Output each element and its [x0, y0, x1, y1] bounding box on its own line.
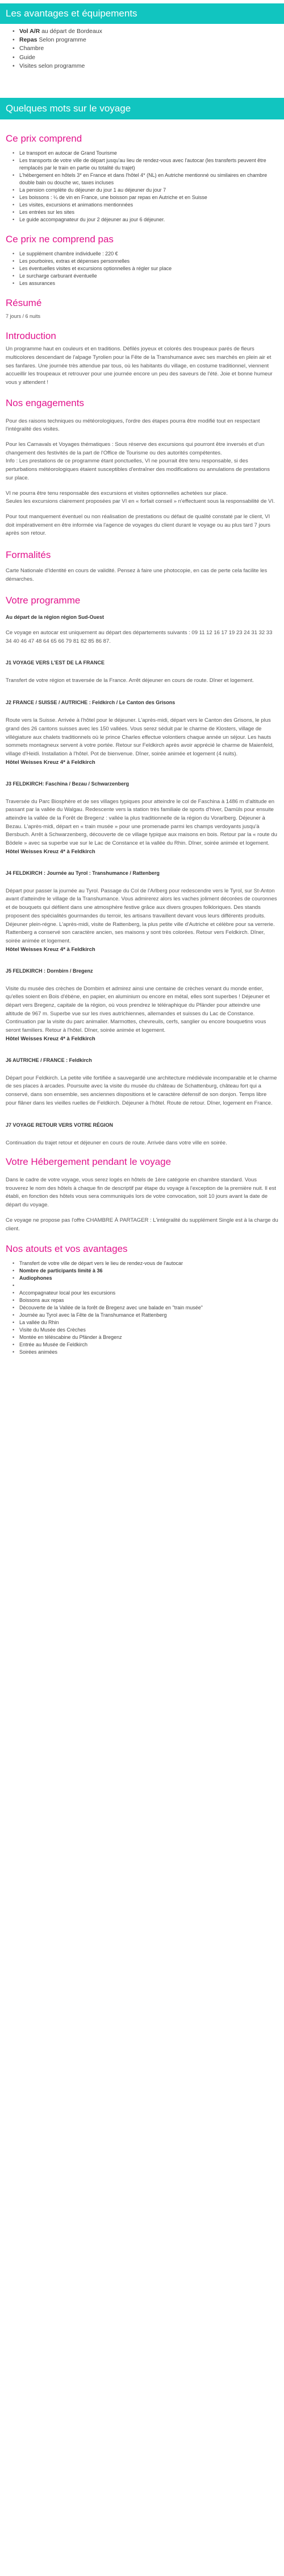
highlight-item-bold: Audiophones [19, 1275, 52, 1281]
highlight-item [19, 1289, 278, 1297]
highlight-item [19, 1304, 278, 1312]
hotel-text [6, 1176, 278, 1233]
commitments-paragraph: VI ne pourra être tenu responsable des excursions et visites optionnelles achetées sur place. Seules les excursions clairement proposées par VI en « forfait conseil » n'effectuent sous la responsabilité de VI. [6, 490, 275, 505]
highlight-item-bold: Nombre de participants limité à 36 [19, 1267, 103, 1273]
price-excludes-item: • Le surcharge carburant éventuelle [19, 272, 278, 280]
program-days [6, 659, 278, 1147]
advantage-item [19, 36, 278, 44]
details-content [0, 132, 284, 1357]
day-title: J2 FRANCE / SUISSE / AUTRICHE : Feldkirch / Le Canton des Grisons [6, 700, 176, 706]
highlight-item [19, 1334, 278, 1341]
highlight-item-text: Entrée au Musée de Feldkirch [19, 1342, 88, 1348]
price-excludes-list [6, 250, 278, 287]
day-text: Départ pour passer la journée au Tyrol. Passage du Col de l'Arlberg pour redescendre vers le Tyrol, sur St-Anton avant d'atteindre le village de la Transhumance. Vous admirerez alors les vaches joliment décorées de couronnes et de bouquets qui défilent dans une atmosphère festive grâce aux divers groupes folkloriques. Des stands proposent des spécialités gourmandes du terroir, les artisans travaillent devant vous leurs différents produits. Déjeuner plein-régne. L'après-midi, visite de Rattenberg, la plus petite ville d'Autriche et célèbre pour sa verrerie. Rattenberg a conservé son caractère ancien, ses maisons y sont très colorées. Retour vers Feldkirch. Dîner, soirée animée et logement. [6, 887, 277, 945]
advantage-item-bold: Vol A/R [19, 28, 40, 35]
program-day [6, 1122, 278, 1148]
day-hotel: Hôtel Weisses Kreuz 4* à Feldkirch [6, 946, 95, 953]
highlight-item-text: Boissons aux repas [19, 1297, 64, 1304]
price-includes-item: • Les entrées sur les sites [19, 209, 278, 216]
price-excludes-heading: Ce prix ne comprend pas [6, 234, 114, 245]
commitments-text [6, 417, 278, 539]
day-title: J6 AUTRICHE / FRANCE : Feldkirch [6, 1057, 92, 1063]
day-title: J4 FELDKIRCH : Journée au Tyrol : Transhumance / Rattenberg [6, 870, 160, 876]
program-departure-text: Ce voyage en autocar est uniquement au départ des départements suivants : 09 11 12 16 17 19 23 24 31 32 33 34 40 46 47 48 64 65 66 79 81 82 85 86 87. [6, 629, 273, 644]
day-text: Visite du musée des crèches de Dornbirn et admirez ainsi une centaine de crèches venant du monde entier, qu'elles soient en Bois d'ébène, en papier, en aluminium ou encore en métal, elles sont superbes ! Déjeuner et départ vers Bregenz, capitale de la région, où vous prendrez le téléraphique du Pfänder pour atteindre une altitude de 967 m. Superbe vue sur les rives autrichiennes, allemandes et suisses du Lac de Constance. Continuation par la visite du parc animalier. Marmottes, chevreuils, cerfs, sanglier ou encore bouquetins vous seront familiers. Retour à l'hôtel. Dîner, soirée animée et logement. [6, 985, 270, 1034]
advantage-item-text: Guide [19, 53, 36, 61]
program-day [6, 967, 278, 1043]
commitments-heading: Nos engagements [6, 397, 84, 408]
highlight-item-text: Montée en téléscabine du Pfänder à Bregenz [19, 1334, 122, 1341]
section-title-advantages [0, 3, 284, 24]
highlight-item [19, 1326, 278, 1334]
highlight-item-text: Découverte de la Vallée de la forêt de Bregenz avec une balade en "train musée" [19, 1305, 203, 1311]
highlight-item-text: Transfert de votre ville de départ vers le lieu de rendez-vous de l'autocar [19, 1260, 183, 1266]
day-hotel: Hôtel Weisses Kreuz 4* à Feldkirch [6, 848, 95, 855]
day-text: Départ pour Feldkirch. La petite ville fortifiée a sauvegardé une architecture médiévale incomparable et le charme de ses places à arcades. Poursuite avec la visite du musée du château de Schattenburg, château fort qui a conservé, dans son ensemble, ses anciennes dispositions et le caractère défensif de son donjon. Temps libre pour flâner dans les vieilles ruelles de Feldkirch. Déjeuner à l'hôtel. Route de retour. Dîner, logement en France. [6, 1074, 277, 1106]
highlight-item [19, 1312, 278, 1319]
program-day [6, 699, 278, 766]
highlight-item [19, 1341, 278, 1349]
day-text: Continuation du trajet retour et déjeuner en cours de route. Arrivée dans votre ville en soirée. [6, 1139, 227, 1146]
advantage-item [19, 62, 278, 71]
summary-text: 7 jours / 6 nuits [6, 313, 41, 319]
highlights-heading: Nos atouts et vos avantages [6, 1243, 128, 1255]
highlight-item [19, 1267, 278, 1275]
program-day [6, 870, 278, 954]
price-excludes-item: • Les assurances [19, 280, 278, 287]
advantage-item-text: Selon programme [37, 36, 86, 44]
formalities-text: Carte Nationale d'Identité en cours de validité. Pensez à faire une photocopie, en cas de perte cela facilite les démarches. [6, 567, 268, 582]
advantage-item-text: Visites selon programme [19, 62, 85, 69]
price-includes-item: • Les transports de votre ville de départ jusqu'au lieu de rendez-vous avec l'autocar (les transferts peuvent être remplacés par le train en partie ou totalité du trajet) [19, 157, 278, 172]
advantage-item-bold: Repas [19, 36, 37, 44]
highlight-item [19, 1319, 278, 1326]
price-includes-item: • La pension complète du déjeuner du jour 1 au déjeuner du jour 7 [19, 187, 278, 194]
advantage-item-text: Chambre [19, 45, 44, 52]
highlight-item-text: La vallée du Rhin [19, 1320, 59, 1326]
price-excludes-item: • Le supplément chambre individuelle : 220 € [19, 250, 278, 258]
highlight-item-text: Accompagnateur local pour les excursions [19, 1290, 116, 1296]
commitments-paragraph: Pour tout manquement éventuel ou non réalisation de prestations ou défaut de qualité constaté par le client, VI doit impérativement en être informée via l'agence de voyages du client durant le voyage ou au plus tard 7 jours après son retour. [6, 514, 271, 537]
price-includes-item: • Le transport en autocar de Grand Tourisme [19, 150, 278, 157]
highlight-item [19, 1282, 278, 1289]
program-day [6, 1057, 278, 1108]
advantages-title: Les avantages et équipements [6, 7, 137, 19]
day-title: J7 VOYAGE RETOUR VERS VOTRE RÉGION [6, 1122, 114, 1128]
advantage-item-text: au départ de Bordeaux [40, 28, 102, 35]
formalities-heading: Formalités [6, 549, 51, 561]
highlight-item [19, 1297, 278, 1304]
hotel-heading: Votre Hébergement pendant le voyage [6, 1156, 172, 1168]
page [0, 3, 284, 1357]
price-includes-item: • Le guide accompagnateur du jour 2 déjeuner au jour 6 déjeuner. [19, 216, 278, 224]
program-heading: Votre programme [6, 595, 81, 606]
price-includes-item: • Les boissons : ¼ de vin en France, une boisson par repas en Autriche et en Suisse [19, 194, 278, 201]
day-title: J1 VOYAGE VERS L'EST DE LA FRANCE [6, 660, 105, 666]
section-title-details [0, 98, 284, 119]
hotel-paragraph: Dans le cadre de votre voyage, vous serez logés en hôtels de 1ère catégorie en chambre standard. Vous trouverez le nom des hôtels à chaque fin de descriptif par étape du voyage à l'exception de la première nuit. Il est établi, en fonction des hôtels vous sera communiqués lors de votre convocation, soit 10 jours avant la date de départ du voyage. [6, 1176, 277, 1209]
program-day [6, 659, 278, 685]
advantage-item [19, 27, 278, 36]
highlight-item-text: Journée au Tyrol avec la Fête de la Transhumance et Rattenberg [19, 1312, 167, 1318]
day-hotel: Hôtel Weisses Kreuz 4* à Feldkirch [6, 759, 95, 766]
program-day [6, 780, 278, 856]
day-title: J3 FELDKIRCH: Faschina / Bezau / Schwarzenberg [6, 780, 130, 787]
commitments-paragraph: Pour les Carnavals et Voyages thématiques : Sous réserve des excursions qui pourront être inversés et d'un changement des festivités de la part de l'Office de Tourisme ou des autorités compétentes. Info : Les prestations de ce programme étant ponctuelles, VI ne pourrait être tenu responsable, si des perturbations météorologiques étaient susceptibles d'entraîner des modifications ou annulations de prestations sur place. [6, 441, 270, 481]
price-excludes-item: • Les éventuelles visites et excursions optionnelles à régler sur place [19, 265, 278, 272]
highlight-item-text: Soirées animées [19, 1349, 58, 1355]
program-departure-title: Au départ de la région région Sud-Ouest [6, 614, 105, 620]
commitments-paragraph: Pour des raisons techniques ou météorologiques, l'ordre des étapes pourra être modifié tout en respectant l'intégralité des visites. [6, 417, 260, 433]
hotel-paragraph: Ce voyage ne propose pas l'offre CHAMBRE À PARTAGER : L'intégralité du supplément Single est à la charge du client. [6, 1217, 278, 1232]
price-includes-heading: Ce prix comprend [6, 133, 82, 144]
highlights-list [6, 1260, 278, 1357]
details-title: Quelques mots sur le voyage [6, 102, 131, 114]
day-hotel: Hôtel Weisses Kreuz 4* à Feldkirch [6, 1035, 95, 1042]
highlight-item [19, 1260, 278, 1267]
highlight-item [19, 1349, 278, 1356]
price-includes-item: • Les visites, excursions et animations mentionnées [19, 201, 278, 209]
price-includes-list [6, 150, 278, 224]
day-text: Traversée du Parc Biosphère et de ses villages typiques pour atteindre le col de Faschina à 1486 m d'altitude en passant par la vallée du Walgau. Redescente vers la station très familiale de sports d'hiver, Damüls pour ensuite atteindre la vallée de la Forêt de Bregenz : vallée la plus traditionnelle de la région du Vorarlberg. Déjeuner à Bezau. L'après-midi, départ en « train musée » pour une promenade parmi les champs verdoyants jusqu'à Bersbuch. Arrêt à Schwarzenberg, découverte de ce village typique aux maisons en bois. Retour par la « route du Bödele » avec sa superbe vue sur le Lac de Constance et la vallée du Rhin. Dîner, soirée animée et logement. [6, 798, 277, 847]
day-text: Transfert de votre région et traversée de la France. Arrêt déjeuner en cours de route. Dîner et logement. [6, 677, 254, 684]
day-text: Route vers la Suisse. Arrivée à l'hôtel pour le déjeuner. L'après-midi, départ vers le Canton des Grisons, le plus grand des 26 cantons suisses avec les 150 vallées. Vous serez séduit par le charme de Klosters, village de villégiature aux chalets traditionnels où le prince Charles effectue volontiers chaque année un séjour. Les hauts sommets montagneux servent à votre portée. Retour sur Feldkirch après avoir apprécié le charme de Maienfeld, village d'Heidi. Installation à l'hôtel. Pot de bienvenue. Dîner, soirée animée et logement (4 nuits). [6, 717, 274, 758]
intro-heading: Introduction [6, 330, 56, 341]
price-excludes-item: • Les pourboires, extras et dépenses personnelles [19, 258, 278, 265]
summary-heading: Résumé [6, 297, 42, 308]
highlight-item [19, 1275, 278, 1282]
advantage-item [19, 44, 278, 53]
intro-text: Un programme haut en couleurs et en traditions. Défilés joyeux et colorés des troupeaux parés de fleurs multicolores descendant de l'alpage Tyrolien pour la Fête de la Transhumance avec ses marchés en plein air et ses fanfares. Une journée très attendue par tous, où les habitants du village, en costume traditionnel, viennent accueillir les troupeaux et retrouver pour une journée encore un peu des saveurs de l'été. Joie et bonne humeur vous y attendent ! [6, 346, 273, 386]
advantages-list-wrap [0, 24, 284, 74]
day-title: J5 FELDKIRCH : Dornbirn / Bregenz [6, 967, 93, 974]
price-includes-item: • L'hébergement en hôtels 3* en France et dans l'hôtel 4* (NL) en Autriche mentionné ou similaires en chambre double bain ou douche wc, taxes incluses [19, 172, 278, 187]
advantage-item [19, 53, 278, 62]
highlight-item-text: Visite du Musée des Crèches [19, 1327, 86, 1333]
advantages-list [6, 27, 278, 71]
